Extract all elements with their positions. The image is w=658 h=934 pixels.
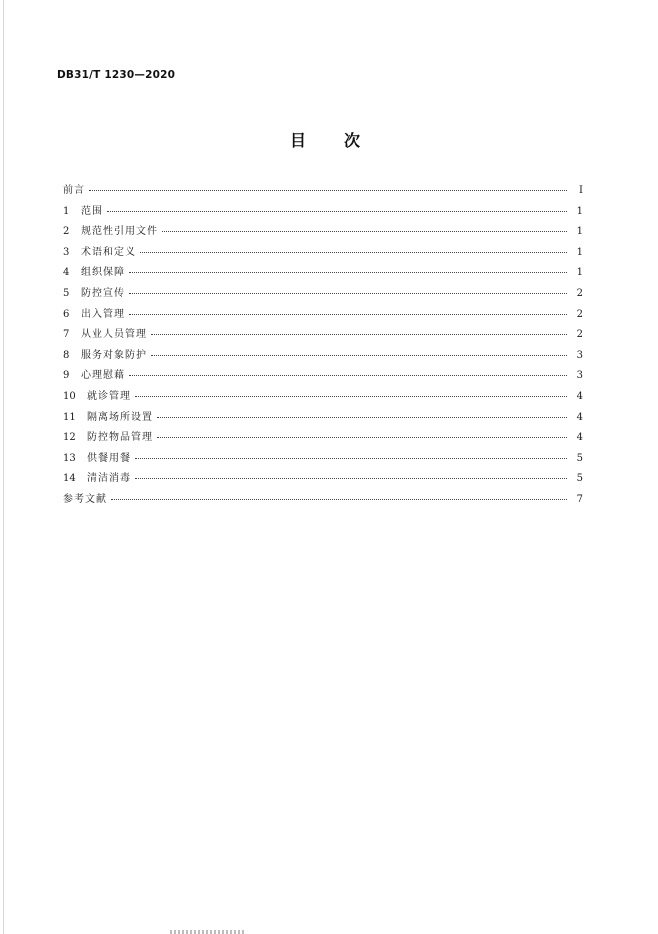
toc-entry-label: 范围 xyxy=(81,205,103,217)
toc-leader-dots xyxy=(135,458,567,459)
toc-entry-page: 4 xyxy=(576,411,583,423)
toc-leader-dots xyxy=(162,231,567,232)
toc-entry-page: 3 xyxy=(576,349,583,361)
page-edge-line xyxy=(3,0,4,934)
toc-entry-page: 4 xyxy=(576,432,583,444)
toc-entry-number: 12 xyxy=(63,432,76,444)
toc-entry-label: 前言 xyxy=(63,185,85,196)
toc-entry-page: 5 xyxy=(576,452,583,464)
toc-leader-dots xyxy=(151,334,567,335)
toc-entry-number: 4 xyxy=(63,267,70,279)
toc-entry-label: 就诊管理 xyxy=(87,390,131,402)
toc-entry-number: 14 xyxy=(63,473,76,485)
toc-entry-number: 8 xyxy=(63,349,70,361)
toc-entry-label: 服务对象防护 xyxy=(81,349,147,361)
toc-leader-dots xyxy=(151,355,567,356)
toc-entry-page: 1 xyxy=(576,246,583,258)
toc-leader-dots xyxy=(111,499,567,500)
toc-entry-label: 心理慰藉 xyxy=(81,370,125,382)
toc-entry-label: 规范性引用文件 xyxy=(81,226,158,238)
toc-entry-11[interactable] xyxy=(63,408,583,429)
toc-leader-dots xyxy=(140,252,567,253)
toc-entry-label: 清洁消毒 xyxy=(87,473,131,485)
toc-entry-label: 组织保障 xyxy=(81,267,125,279)
toc-entry-6[interactable] xyxy=(63,305,583,326)
page-title-char-2: 次 xyxy=(343,131,360,150)
table-of-contents xyxy=(63,181,583,511)
toc-leader-dots xyxy=(135,396,567,397)
toc-entry-label: 防控物品管理 xyxy=(87,432,153,444)
toc-entry-page: 4 xyxy=(576,390,583,402)
toc-entry-page: 1 xyxy=(576,267,583,279)
toc-entry-page: 5 xyxy=(576,473,583,485)
toc-leader-dots xyxy=(135,478,567,479)
toc-entry-page: I xyxy=(579,185,583,196)
toc-entry-7[interactable] xyxy=(63,325,583,346)
document-code: DB31/T 1230—2020 xyxy=(57,69,176,81)
toc-entry-label: 术语和定义 xyxy=(81,246,136,258)
scan-artifact-mark xyxy=(170,930,245,934)
toc-entry-number: 5 xyxy=(63,287,70,299)
toc-entry-page: 2 xyxy=(576,287,583,299)
toc-leader-dots xyxy=(89,190,567,191)
toc-entry-foreword[interactable] xyxy=(63,181,583,202)
toc-entry-10[interactable] xyxy=(63,387,583,408)
toc-entry-number: 13 xyxy=(63,452,76,464)
toc-entry-page: 2 xyxy=(576,329,583,341)
toc-entry-page: 3 xyxy=(576,370,583,382)
toc-entry-page: 1 xyxy=(576,205,583,217)
toc-entry-12[interactable] xyxy=(63,428,583,449)
toc-leader-dots xyxy=(129,314,567,315)
toc-entry-number: 1 xyxy=(63,205,70,217)
toc-entry-number: 2 xyxy=(63,226,70,238)
toc-entry-8[interactable] xyxy=(63,346,583,367)
toc-entry-9[interactable] xyxy=(63,366,583,387)
toc-entry-14[interactable] xyxy=(63,469,583,490)
toc-entry-label: 出入管理 xyxy=(81,308,125,320)
toc-entry-number: 6 xyxy=(63,308,70,320)
toc-entry-1[interactable] xyxy=(63,202,583,223)
toc-entry-number: 9 xyxy=(63,370,70,382)
toc-entry-label: 供餐用餐 xyxy=(87,452,131,464)
toc-entry-number: 11 xyxy=(63,411,76,423)
page-title-char-1: 目 xyxy=(290,131,307,150)
toc-entry-page: 1 xyxy=(576,226,583,238)
toc-entry-page: 7 xyxy=(576,493,583,505)
toc-leader-dots xyxy=(157,417,567,418)
toc-leader-dots xyxy=(129,293,567,294)
toc-entry-page: 2 xyxy=(576,308,583,320)
toc-entry-label: 参考文献 xyxy=(63,493,107,505)
toc-leader-dots xyxy=(129,375,567,376)
toc-leader-dots xyxy=(129,272,567,273)
toc-entry-label: 隔离场所设置 xyxy=(87,411,153,423)
toc-entry-number: 10 xyxy=(63,390,76,402)
toc-entry-number: 3 xyxy=(63,246,70,258)
toc-entry-number: 7 xyxy=(63,329,70,341)
toc-entry-3[interactable] xyxy=(63,243,583,264)
toc-entry-13[interactable] xyxy=(63,449,583,470)
toc-entry-label: 防控宣传 xyxy=(81,287,125,299)
toc-entry-label: 从业人员管理 xyxy=(81,329,147,341)
toc-entry-references[interactable] xyxy=(63,490,583,511)
toc-leader-dots xyxy=(107,211,567,212)
toc-leader-dots xyxy=(157,437,567,438)
toc-entry-2[interactable] xyxy=(63,222,583,243)
toc-entry-4[interactable] xyxy=(63,263,583,284)
toc-entry-5[interactable] xyxy=(63,284,583,305)
page-title xyxy=(290,128,360,151)
